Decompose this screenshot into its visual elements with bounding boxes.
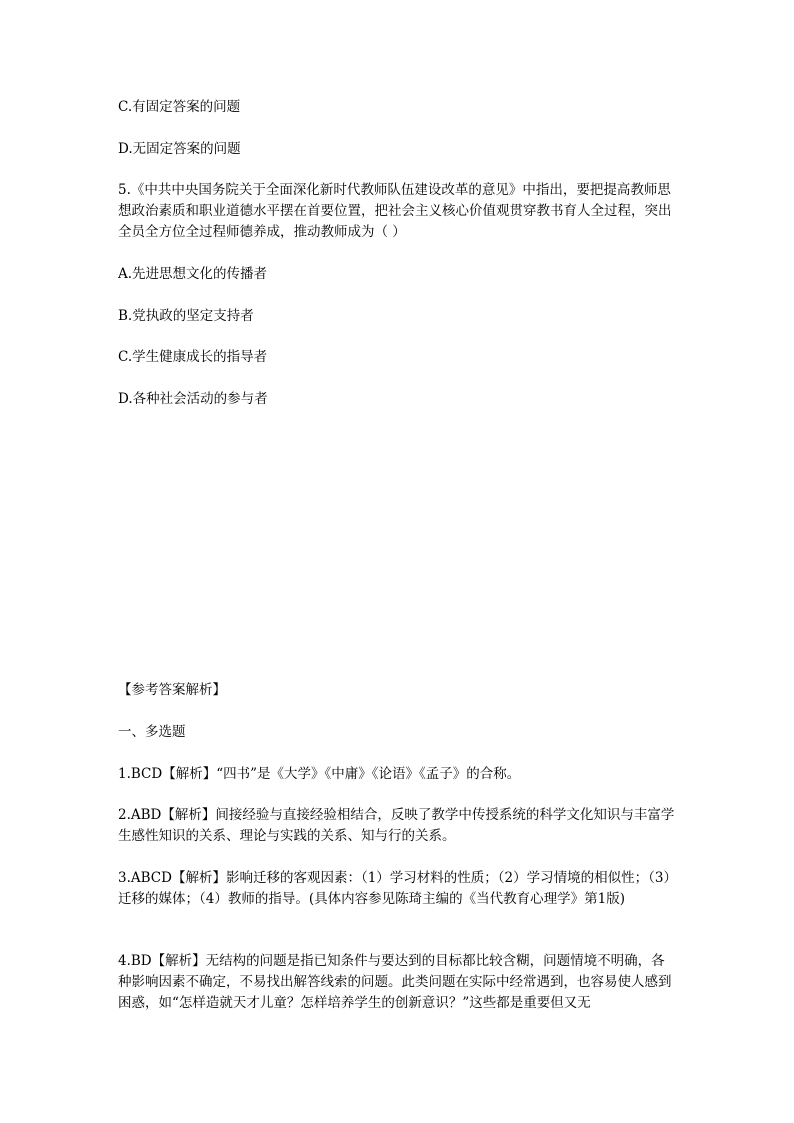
question-5-stem: 5.《中共中央国务院关于全面深化新时代教师队伍建设改革的意见》中指出，要把提高教师思想政治素质和职业道德水平摆在首要位置，把社会主义核心价值观贯穿教书育人全过程，突出全员全方位全过程师德养成，推动教师成为（ ） [118,182,672,240]
question-5-option-a: A.先进思想文化的传播者 [118,266,268,282]
answer-item-3: 3.ABCD【解析】影响迁移的客观因素：（1）学习材料的性质；（2）学习情境的相似性；（3）迁移的媒体；（4）教师的指导。(具体内容参见陈琦主编的《当代教育心理学》第1版) [118,870,677,907]
question-5-option-b: B.党执政的坚定支持者 [118,308,254,324]
question-5-option-d: D.各种社会活动的参与者 [118,391,268,407]
answer-item-1: 1.BCD【解析】“四书”是《大学》《中庸》《论语》《孟子》的合称。 [118,766,521,782]
answer-item-2: 2.ABD【解析】间接经验与直接经验相结合，反映了教学中传授系统的科学文化知识与丰富学生感性知识的关系、理论与实践的关系、知与行的关系。 [118,807,675,844]
answer-item-4: 4.BD【解析】无结构的问题是指已知条件与要达到的目标都比较含糊，问题情境不明确，各种影响因素不确定，不易找出解答线索的问题。此类问题在实际中经常遇到，也容易使人感到困惑，如“怎样造就天才儿童？怎样培养学生的创新意识？”这些都是重要但又无 [118,953,672,1011]
question-5-option-c: C.学生健康成长的指导者 [118,349,268,365]
option-d-prev: D.无固定答案的问题 [118,141,241,157]
answers-heading: 【参考答案解析】 [118,682,226,698]
answers-section-title: 一、多选题 [118,724,186,740]
option-c-prev: C.有固定答案的问题 [118,99,241,115]
